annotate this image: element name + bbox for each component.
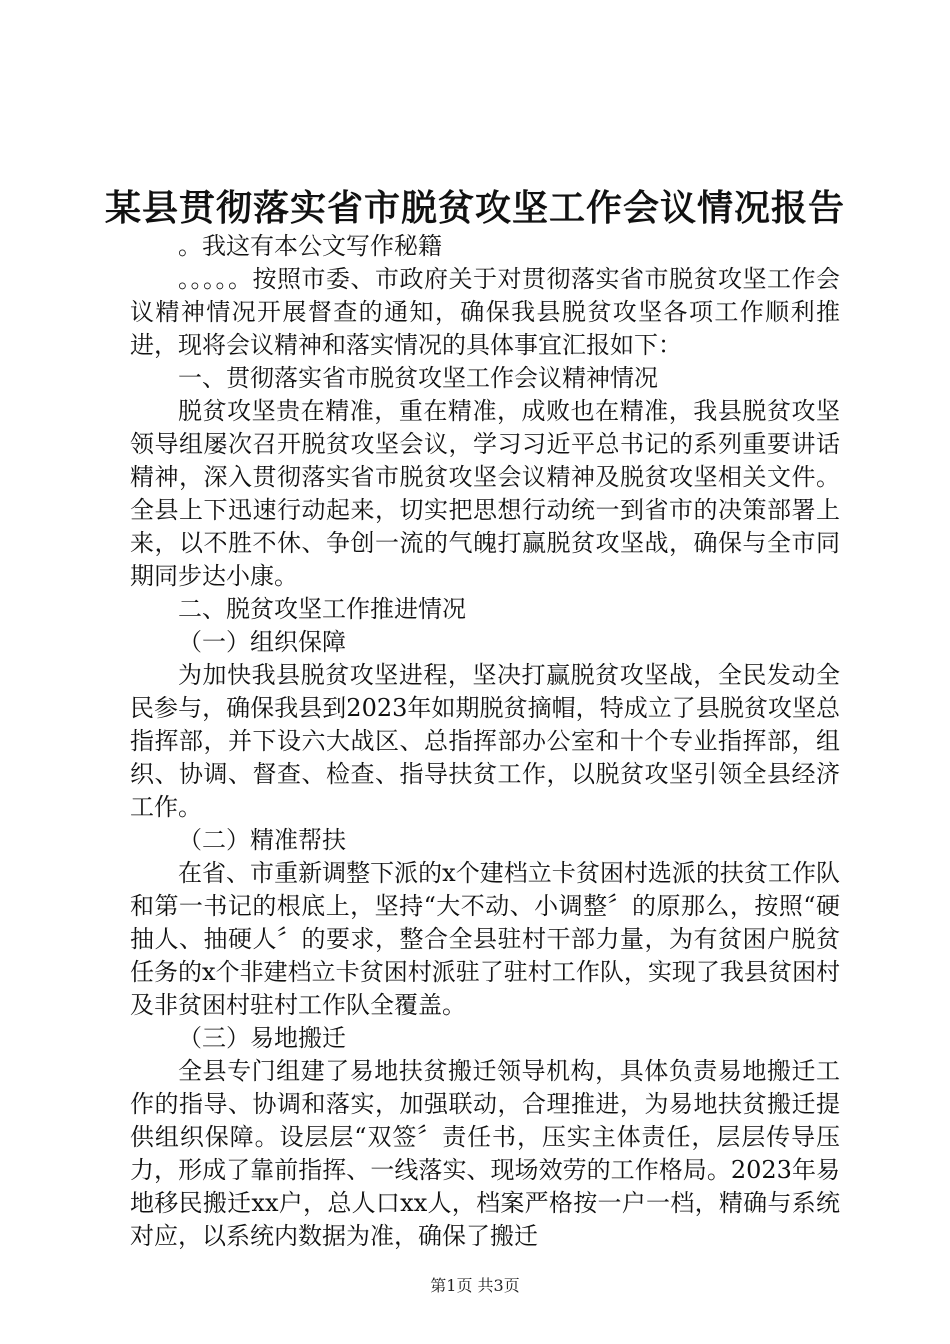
page-footer: 第1页 共3页: [430, 1276, 520, 1295]
subsection-heading-relocation: （三）易地搬迁: [178, 1024, 346, 1052]
section-heading-2: 二、脱贫攻坚工作推进情况: [178, 595, 466, 623]
organization-paragraph: 为加快我县脱贫攻坚进程，坚决打赢脱贫攻坚战，全民发动全民参与，确保我县到2023年如期脱贫摘帽，特成立了县脱贫攻坚总指挥部，并下设六大战区、总指挥部办公室和十个专业指挥部，组织、协调、督查、检查、指导扶贫工作，以脱贫攻坚引领全县经济工作。: [130, 661, 840, 821]
assistance-paragraph: 在省、市重新调整下派的x个建档立卡贫困村选派的扶贫工作队和第一书记的根底上，坚持“大不动、小调整〞的原那么，按照“硬抽人、抽硬人〞的要求，整合全县驻村干部力量，为有贫困户脱贫任务的x个非建档立卡贫困村派驻了驻村工作队，实现了我县贫困村及非贫困村驻村工作队全覆盖。: [130, 859, 840, 1019]
subsection-heading-organization: （一）组织保障: [178, 628, 346, 656]
document-body: [130, 230, 840, 1253]
section-heading-1: 一、贯彻落实省市脱贫攻坚工作会议精神情况: [178, 364, 658, 392]
relocation-paragraph: 全县专门组建了易地扶贫搬迁领导机构，具体负责易地搬迁工作的指导、协调和落实，加强联动，合理推进，为易地扶贫搬迁提供组织保障。设层层“双签〞责任书，压实主体责任，层层传导压力，形成了靠前指挥、一线落实、现场效劳的工作格局。2023年易地移民搬迁xx户，总人口xx人，档案严格按一户一档，精确与系统对应，以系统内数据为准，确保了搬迁: [130, 1057, 840, 1250]
intro-line: 。我这有本公文写作秘籍: [178, 232, 442, 260]
subsection-heading-assistance: （二）精准帮扶: [178, 826, 346, 854]
opening-paragraph: 。。。。。按照市委、市政府关于对贯彻落实省市脱贫攻坚工作会议精神情况开展督查的通知，确保我县脱贫攻坚各项工作顺利推进，现将会议精神和落实情况的具体事宜汇报如下：: [130, 265, 840, 359]
document-title: 某县贯彻落实省市脱贫攻坚工作会议情况报告: [104, 187, 845, 229]
section-1-paragraph: 脱贫攻坚贵在精准，重在精准，成败也在精准，我县脱贫攻坚领导组屡次召开脱贫攻坚会议，学习习近平总书记的系列重要讲话精神，深入贯彻落实省市脱贫攻坚会议精神及脱贫攻坚相关文件。全县上下迅速行动起来，切实把思想行动统一到省市的决策部署上来，以不胜不休、争创一流的气魄打赢脱贫攻坚战，确保与全市同期同步达小康。: [130, 397, 840, 590]
